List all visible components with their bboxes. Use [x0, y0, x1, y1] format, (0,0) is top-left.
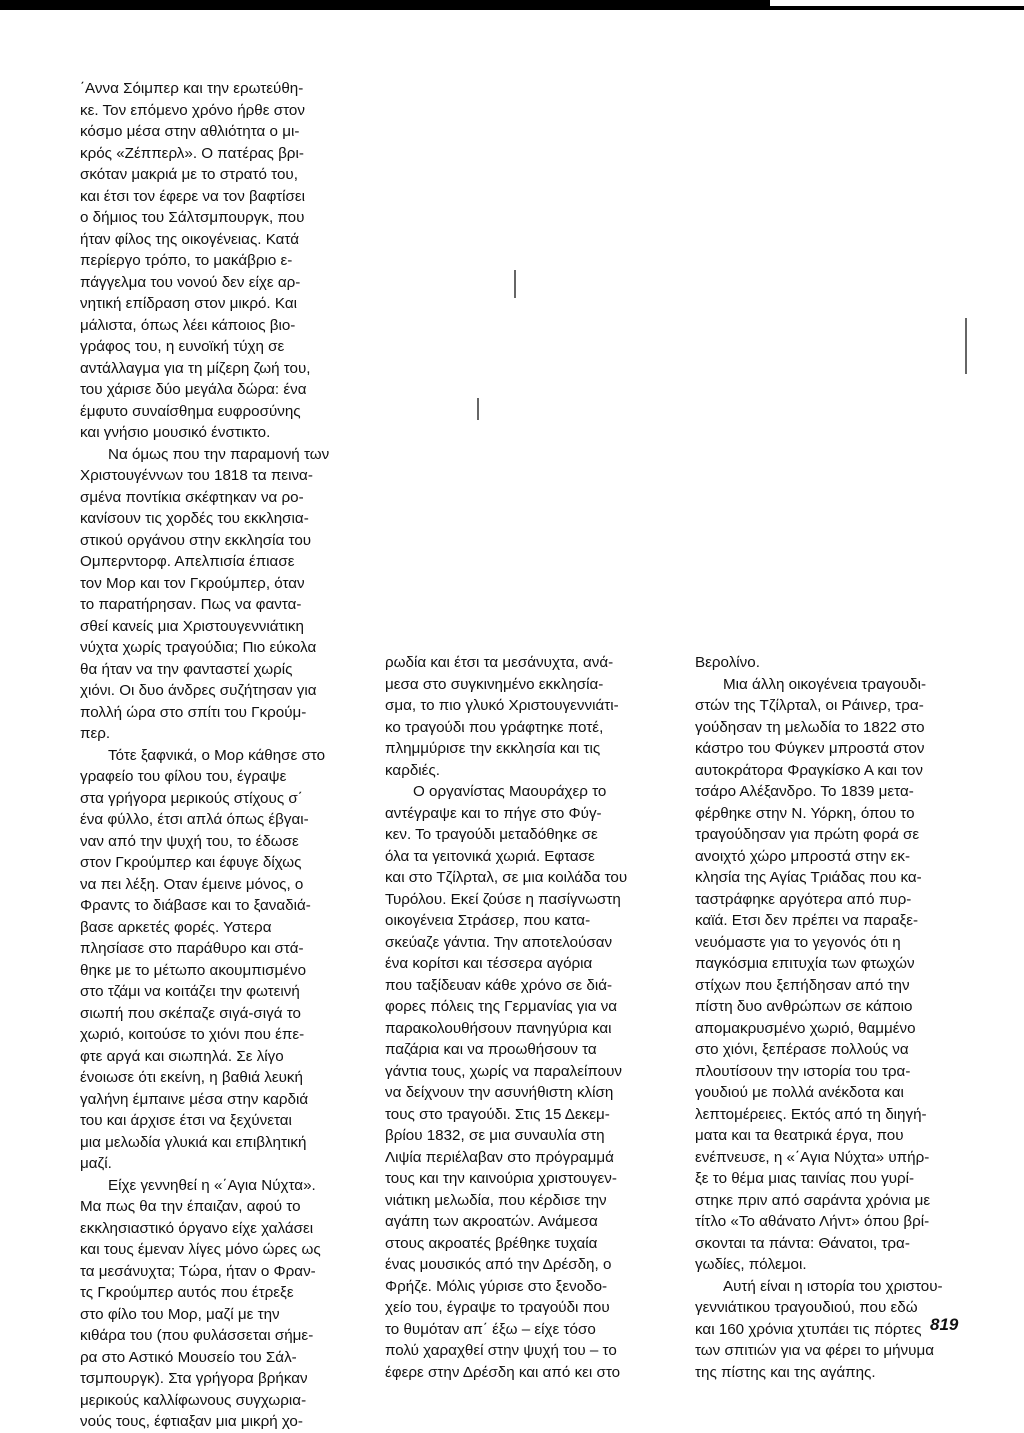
text-line: τους στο τραγούδι. Στις 15 Δεκεμ-	[385, 1105, 610, 1123]
text-line: ΄Αννα Σόιμπερ και την ερωτεύθη-	[80, 80, 304, 97]
text-line: τον Μορ και τον Γκρούμπερ, όταν	[80, 574, 305, 592]
text-line: νευόμαστε για το γεγονός ότι η	[695, 933, 901, 951]
text-line: ένας μουσικός από την Δρέσδη, ο	[385, 1256, 612, 1273]
text-line: και γνήσιο μουσικό ένστικτο.	[80, 424, 271, 441]
text-line: αντάλλαγμα για τη μίζερη ζωή του,	[80, 359, 311, 377]
text-line: απομακρυσμένο χωριό, θαμμένο	[695, 1019, 916, 1037]
text-line: γαλήνη έμπαινε μέσα στην καρδιά	[80, 1090, 309, 1108]
text-line: Τότε ξαφνικά, ο Μορ κάθησε στο	[108, 746, 326, 764]
text-line: σκόταν μακριά με το στρατό του,	[80, 166, 298, 183]
text-line: λεπτομέρειες. Εκτός από τη διηγή-	[695, 1105, 927, 1123]
text-line: αντέγραψε και το πήγε στο Φύγ-	[385, 804, 602, 822]
text-line: τους και την καινούρια χριστουγεν-	[385, 1170, 617, 1187]
text-line: να πει λέξη. Οταν έμεινε μόνος, ο	[80, 875, 304, 893]
text-line: και 160 χρόνια χτυπάει τις πόρτες	[695, 1320, 922, 1338]
text-line: κανίσουν τις χορδές του εκκλησια-	[80, 510, 309, 527]
text-line: γωδίες, πόλεμοι.	[695, 1256, 807, 1273]
text-line: αυτοκράτορα Φραγκίσκο Α και τον	[695, 761, 924, 779]
scan-speck	[514, 270, 516, 298]
text-line: όλα τα γειτονικά χωριά. Εφτασε	[385, 847, 595, 865]
text-line: κεν. Το τραγούδι μεταδόθηκε σε	[385, 826, 598, 843]
text-line: παρακολουθήσουν πανηγύρια και	[385, 1019, 612, 1037]
text-line: πλησίασε στο παράθυρο και στά-	[80, 940, 304, 957]
text-line: τα μεσάνυχτα; Τώρα, ήταν ο Φραν-	[80, 1262, 316, 1280]
text-line: παζάρια και να προωθήσουν τα	[385, 1041, 597, 1058]
text-line: Βερολίνο.	[695, 654, 760, 671]
text-line: γράφος του, η ευνοϊκή τύχη σε	[80, 338, 285, 355]
text-line: κο τραγούδι που γράφτηκε ποτέ,	[385, 718, 604, 736]
text-line: γάντια τους, χωρίς να παραλείπουν	[385, 1062, 623, 1080]
text-line: Αυτή είναι η ιστορία του χριστου-	[723, 1277, 943, 1295]
text-line: στο τζάμι να κοιτάζει την φωτεινή	[80, 983, 300, 1000]
text-line: μερικούς καλλίφωνους συγχωρια-	[80, 1391, 307, 1409]
text-line: ένα κορίτσι και τέσσερα αγόρια	[385, 955, 593, 972]
text-line: και τους έμεναν λίγες μόνο ώρες ως	[80, 1241, 321, 1258]
text-line: κόσμο μέσα στην αθλιότητα ο μι-	[80, 123, 300, 140]
text-line: του και άρχισε έτσι να ξεχύνεται	[80, 1112, 292, 1129]
top-band-notch	[770, 0, 1024, 6]
paragraph	[695, 652, 991, 674]
text-line: μεσα στο συγκινημένο εκκλησία-	[385, 675, 604, 693]
text-line: το παρατήρησαν. Πως να φαντα-	[80, 596, 302, 613]
text-line: πίστη δυο ανθρώπων σε κάποιο	[695, 998, 913, 1015]
text-line: στών της Τζίλρταλ, οι Ράινερ, τρα-	[695, 697, 924, 714]
text-line: Ο οργανίστας Μαουράχερ το	[413, 783, 607, 800]
text-line: σιωπή που σκέπαζε σιγά-σιγά το	[80, 1004, 301, 1022]
text-line: εκκλησιαστικό όργανο είχε χαλάσει	[80, 1219, 314, 1237]
text-line: πλουτίσουν την ιστορία του τρα-	[695, 1062, 911, 1080]
text-line: φτε αργά και σιωπηλά. Σε λίγο	[80, 1047, 284, 1065]
text-line: σκονται τα πάντα: Θάνατοι, τρα-	[695, 1234, 910, 1252]
text-line: περίεργο τρόπο, το μακάβριο ε-	[80, 252, 293, 269]
text-line: νούς τους, έφτιαξαν μια μικρή χο-	[80, 1413, 303, 1430]
text-line: ανοιχτό χώρο μπροστά στην εκ-	[695, 847, 911, 865]
text-line: έφερε στην Δρέσδη και από κει στο	[385, 1363, 621, 1381]
text-line: καϊά. Ετσι δεν πρέπει να παραξε-	[695, 912, 919, 929]
paragraph	[80, 78, 376, 444]
text-line: Ομπερντορφ. Απελπισία έπιασε	[80, 553, 295, 570]
text-line: γούδησαν τη μελωδία το 1822 στο	[695, 718, 925, 736]
scan-speck	[965, 318, 967, 374]
page-number: 819	[930, 1315, 959, 1334]
text-line: γεννιάτικου τραγουδιού, που εδώ	[695, 1299, 918, 1316]
text-line: χωριό, κοιτούσε το χιόνι που έπε-	[80, 1026, 305, 1043]
text-line: στίχων που ξεπήδησαν από την	[695, 976, 910, 994]
text-line: στον Γκρούμπερ και έφυγε δίχως	[80, 854, 302, 871]
text-line: ταστράφηκε αργότερα από πυρ-	[695, 890, 912, 908]
text-line: σκεύαζε γάντια. Την αποτελούσαν	[385, 933, 613, 951]
text-line: φορες πόλεις της Γερμανίας για να	[385, 998, 618, 1015]
text-line: στο φίλο του Μορ, μαζί με την	[80, 1305, 280, 1323]
text-line: Χριστουγέννων του 1818 τα πεινα-	[80, 467, 313, 484]
text-line: γραφείο του φίλου του, έγραψε	[80, 768, 287, 785]
text-line: και στο Τζίλρταλ, σε μια κοιλάδα του	[385, 869, 628, 886]
text-line: στηκε πριν από σαράντα χρόνια με	[695, 1191, 931, 1209]
text-line: πολύ χαραχθεί στην ψυχή του – το	[385, 1342, 617, 1359]
text-line: νητική επίδραση στον μικρό. Και	[80, 295, 297, 312]
text-line: φέρθηκε στην Ν. Υόρκη, όπου το	[695, 804, 915, 822]
text-line: Να όμως που την παραμονή των	[108, 445, 330, 463]
paragraph	[695, 674, 991, 1276]
text-line: μάλιστα, όπως λέει κάποιος βιο-	[80, 316, 296, 334]
text-line: του χάρισε δύο μεγάλα δώρα: ένα	[80, 381, 307, 398]
text-line: το θυμόταν απ΄ έξω – είχε τόσο	[385, 1320, 596, 1338]
text-line: στα γρήγορα μερικούς στίχους σ΄	[80, 789, 303, 807]
text-line: χιόνι. Οι δυο άνδρες συζήτησαν για	[80, 682, 317, 699]
text-line: τραγούδησαν για πρώτη φορά σε	[695, 826, 920, 843]
text-line: νύχτα χωρίς τραγούδια; Πιο εύκολα	[80, 639, 317, 656]
text-line: σμα, το πιο γλυκό Χριστουγεννιάτι-	[385, 697, 619, 714]
text-line: ρωδία και έτσι τα μεσάνυχτα, ανά-	[385, 654, 614, 671]
text-column-1	[80, 78, 376, 1433]
paragraph	[80, 444, 376, 745]
text-line: έμφυτο συναίσθημα ευφροσύνης	[80, 402, 301, 420]
text-line: βασε αρκετές φορές. Υστερα	[80, 918, 272, 936]
text-line: της πίστης και της αγάπης.	[695, 1363, 876, 1381]
text-line: ενέπνευσε, η «΄Αγια Νύχτα» υπήρ-	[695, 1148, 930, 1166]
scan-speck	[477, 398, 479, 420]
text-line: ξε το θέμα μιας ταινίας που γυρί-	[695, 1170, 915, 1187]
text-line: κιθάρα του (που φυλάσσεται σήμε-	[80, 1327, 314, 1344]
text-line: οικογένεια Στράσερ, που κατα-	[385, 912, 591, 929]
text-line: στους ακροατές βρέθηκε τυχαία	[385, 1234, 598, 1252]
text-line: θηκε με το μέτωπο ακουμπισμένο	[80, 961, 307, 979]
text-line: των σπιτιών για να φέρει το μήνυμα	[695, 1342, 934, 1359]
text-line: Φραντς το διάβασε και το ξαναδιά-	[80, 897, 311, 914]
text-line: να δείχνουν την ασυνήθιστη κλίση	[385, 1084, 614, 1101]
text-line: κλησία της Αγίας Τριάδας που κα-	[695, 869, 922, 886]
text-line: παγκόσμια επιτυχία των φτωχών	[695, 955, 915, 972]
text-line: ένοιωσε ότι εκείνη, η βαθιά λευκή	[80, 1069, 303, 1086]
text-line: πλημμύρισε την εκκλησία και τις	[385, 740, 601, 757]
text-line: Μα πως θα την έπαιζαν, αφού το	[80, 1198, 301, 1215]
text-line: ναν από την ψυχή του, το έδωσε	[80, 832, 299, 850]
text-line: που ταξίδευαν κάθε χρόνο σε διά-	[385, 976, 613, 994]
text-line: γουδιού με πολλά ανέκδοτα και	[695, 1084, 904, 1101]
text-column-3	[695, 652, 991, 1383]
text-line: τίτλο «Το αθάνατο Λήντ» όπου βρί-	[695, 1213, 930, 1230]
text-line: Λιψία περιέλαβαν στο πρόγραμμά	[385, 1148, 614, 1166]
text-line: ήταν φίλος της οικογένειας. Κατά	[80, 230, 299, 248]
text-line: σθεί κανείς μια Χριστουγεννιάτικη	[80, 617, 304, 635]
text-line: στο χιόνι, ξεπέρασε πολλούς να	[695, 1041, 909, 1058]
text-line: ένα φύλλο, έτσι απλά όπως έβγαι-	[80, 811, 309, 828]
text-line: πάγγελμα του νονού δεν είχε αρ-	[80, 273, 301, 291]
paragraph	[80, 1175, 376, 1433]
text-line: Τυρόλου. Εκεί ζούσε η πασίγνωστη	[385, 890, 621, 908]
text-line: ο δήμιος του Σάλτσμπουργκ, που	[80, 209, 305, 226]
top-black-band	[0, 0, 1024, 10]
text-line: σμένα ποντίκια σκέφτηκαν να ρο-	[80, 488, 304, 506]
text-line: κρός «Ζέππερλ». Ο πατέρας βρι-	[80, 144, 304, 162]
text-line: περ.	[80, 725, 111, 742]
text-line: καρδιές.	[385, 761, 440, 779]
text-line: και έτσι τον έφερε να τον βαφτίσει	[80, 187, 306, 205]
text-line: αγάπη των ακροατών. Ανάμεσα	[385, 1213, 598, 1230]
text-line: ρα στο Αστικό Μουσείο του Σάλ-	[80, 1348, 297, 1366]
text-line: τσμπουργκ). Στα γρήγορα βρήκαν	[80, 1370, 308, 1387]
text-line: πολλή ώρα στο σπίτι του Γκρούμ-	[80, 703, 307, 721]
text-line: Είχε γεννηθεί η «΄Αγια Νύχτα».	[108, 1176, 316, 1194]
paragraph	[80, 745, 376, 1175]
text-line: μια μελωδία γλυκιά και επιβλητική	[80, 1133, 307, 1151]
text-line: Φρήζε. Μόλις γύρισε στο ξενοδο-	[385, 1277, 608, 1295]
text-line: κάστρο του Φύγκεν μπροστά στον	[695, 740, 925, 757]
text-line: χείο του, έγραψε το τραγούδι που	[385, 1299, 610, 1316]
paragraph	[385, 652, 681, 781]
text-line: νιάτικη μελωδία, που κέρδισε την	[385, 1191, 607, 1209]
text-line: Μια άλλη οικογένεια τραγουδι-	[723, 675, 927, 693]
text-column-2	[385, 652, 681, 1383]
text-line: βρίου 1832, σε μια συναυλία στη	[385, 1127, 605, 1144]
text-line: τς Γκρούμπερ αυτός που έτρεξε	[80, 1284, 294, 1301]
text-line: μαζί.	[80, 1155, 112, 1172]
text-line: τσάρο Αλέξανδρο. Το 1839 μετα-	[695, 783, 914, 800]
text-line: κε. Τον επόμενο χρόνο ήρθε στον	[80, 101, 305, 119]
text-line: στικού οργάνου στην εκκλησία του	[80, 531, 312, 549]
text-line: ματα και τα θεατρικά έργα, που	[695, 1127, 904, 1144]
paragraph	[385, 781, 681, 1383]
text-line: θα ήταν να την φανταστεί χωρίς	[80, 660, 293, 678]
